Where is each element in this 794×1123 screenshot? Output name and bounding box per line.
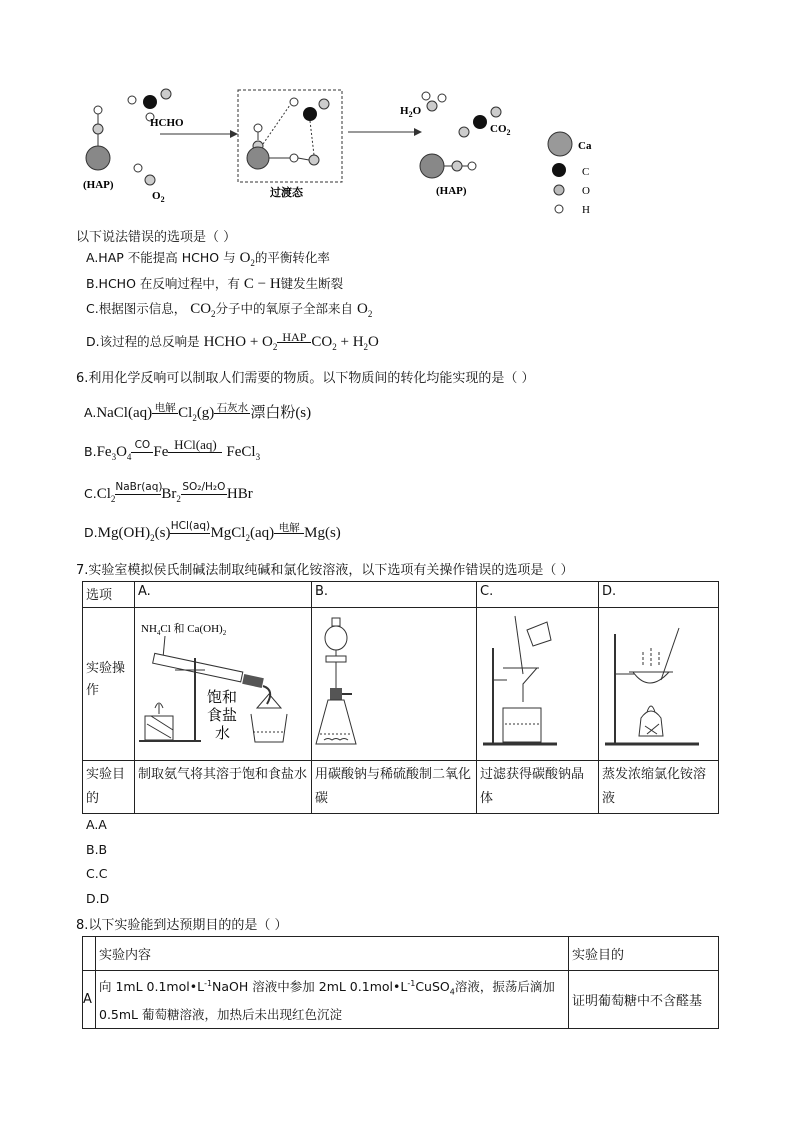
label-transition-state: 过渡态 <box>270 186 303 199</box>
legend-ca: Ca <box>578 140 592 152</box>
q7-choice-d[interactable]: D.D <box>86 891 110 906</box>
label-h2o: $H_2O$ <box>400 105 422 119</box>
header-cell: 实验内容 <box>96 937 569 971</box>
header-cell: 选项 <box>83 582 135 608</box>
q8-table <box>82 936 719 1029</box>
goal-cell-a: 制取氨气将其溶于饱和食盐水 <box>135 761 312 814</box>
reaction-arrow-2 <box>348 128 422 136</box>
legend-h: H <box>582 204 590 216</box>
reaction-mechanism-figure <box>80 84 620 220</box>
q5-option-a[interactable]: A.HAP 不能提高 HCHO 与 $O_2$的平衡转化率 <box>86 250 330 268</box>
apparatus-d-cell <box>599 608 719 761</box>
apparatus-a-figure <box>135 608 305 756</box>
label-hap-right: (HAP) <box>436 185 467 197</box>
o2-molecule <box>134 164 155 185</box>
apparatus-d-figure <box>599 608 717 756</box>
header-cell: C. <box>477 582 599 608</box>
label-co2: $CO_2$ <box>490 123 511 137</box>
transition-state-molecule <box>247 98 329 169</box>
q5-option-c[interactable]: C.根据图示信息， $CO_2$分子中的氧原子全部来自 $O_2$ <box>86 301 373 319</box>
row-label-a: A <box>83 971 96 1029</box>
q7-table <box>82 581 719 814</box>
label-hcho: HCHO <box>150 117 184 129</box>
q5-option-d[interactable]: D.该过程的总反响是 HCHO + $O_2$ HAP $CO_2 + H_2O$ <box>86 330 379 352</box>
content-cell-a: 向 1mL $0.1mol•L^{-1}NaOH$ 溶液中参加 2mL $0.1mol•L^{-1}CuSO_4$溶液，振荡后滴加 0.5mL 葡萄糖溶液，加热后未出现红色沉淀 <box>96 971 569 1029</box>
header-cell: A. <box>135 582 312 608</box>
header-cell: D. <box>599 582 719 608</box>
table-row <box>83 971 719 1029</box>
q7-choice-c[interactable]: C.C <box>86 866 108 881</box>
q8-stem: 8.以下实验能到达预期目的的是（ ） <box>76 918 288 933</box>
reaction-arrow-1 <box>160 130 238 138</box>
q5-stem: 以下说法错误的选项是（ ） <box>76 230 237 245</box>
apparatus-c-cell <box>477 608 599 761</box>
atom-legend <box>548 132 592 216</box>
svg-text:NH4Cl 和 Ca(OH)2: $NH_4Cl$ 和 $Ca(OH)_2$ <box>141 623 227 637</box>
q6-option-d[interactable]: $D.Mg(OH)_2(s)$ HCl(aq) MgCl$_2$(aq) 电解 Mg(s) <box>84 520 341 543</box>
goal-cell-c: 过滤获得碳酸钠晶体 <box>477 761 599 814</box>
q5-option-b[interactable]: B.HCHO 在反响过程中，有 C − H键发生断裂 <box>86 276 344 292</box>
label-o2: $O_2$ <box>152 190 165 204</box>
q7-choice-a[interactable]: A.A <box>86 817 107 832</box>
q7-choice-b[interactable]: B.B <box>86 842 108 857</box>
legend-o: O <box>582 185 590 197</box>
q6-option-c[interactable]: $C.Cl_2$ NaBr(aq) $Br_2$ SO₂/H₂O HBr <box>84 481 253 504</box>
hap-right-molecule <box>420 154 476 178</box>
apparatus-b-cell <box>312 608 477 761</box>
label-hap-left: (HAP) <box>83 179 114 191</box>
svg-text:饱和: 饱和 <box>207 688 238 706</box>
q6-option-a[interactable]: A.NaCl(aq) 电解 $Cl_2(g)$ 石灰水 漂白粉(s) <box>84 402 312 423</box>
legend-c: C <box>582 166 590 178</box>
goal-cell-d: 蒸发浓缩氯化铵溶液 <box>599 761 719 814</box>
q7-stem: 7.实验室模拟侯氏制碱法制取纯碱和氯化铵溶液，以下选项有关操作错误的选项是（ ） <box>76 563 574 578</box>
apparatus-c-figure <box>477 608 592 756</box>
row-label-goal: 实验目的 <box>83 761 135 814</box>
apparatus-a-cell <box>135 608 312 761</box>
table-row <box>83 937 719 971</box>
goal-cell-b: 用碳酸钠与稀硫酸制二氧化碳 <box>312 761 477 814</box>
apparatus-b-figure <box>312 608 470 756</box>
svg-text:水: 水 <box>215 724 231 742</box>
table-row <box>83 608 719 761</box>
hap-left-molecule <box>86 106 110 170</box>
row-label-operation: 实验操作 <box>83 608 135 761</box>
h2o-molecule <box>422 92 446 111</box>
q6-stem: 6.利用化学反响可以制取人们需要的物质。以下物质间的转化均能实现的是（ ） <box>76 371 535 386</box>
header-cell: 实验目的 <box>569 937 719 971</box>
table-row <box>83 761 719 814</box>
svg-text:食盐: 食盐 <box>207 706 238 724</box>
header-cell: B. <box>312 582 477 608</box>
table-row <box>83 582 719 608</box>
q6-option-b[interactable]: $B.Fe_3O_4$ CO Fe HCl(aq) FeCl$_3$ <box>84 437 261 462</box>
goal-cell-a: 证明葡萄糖中不含醛基 <box>569 971 719 1029</box>
